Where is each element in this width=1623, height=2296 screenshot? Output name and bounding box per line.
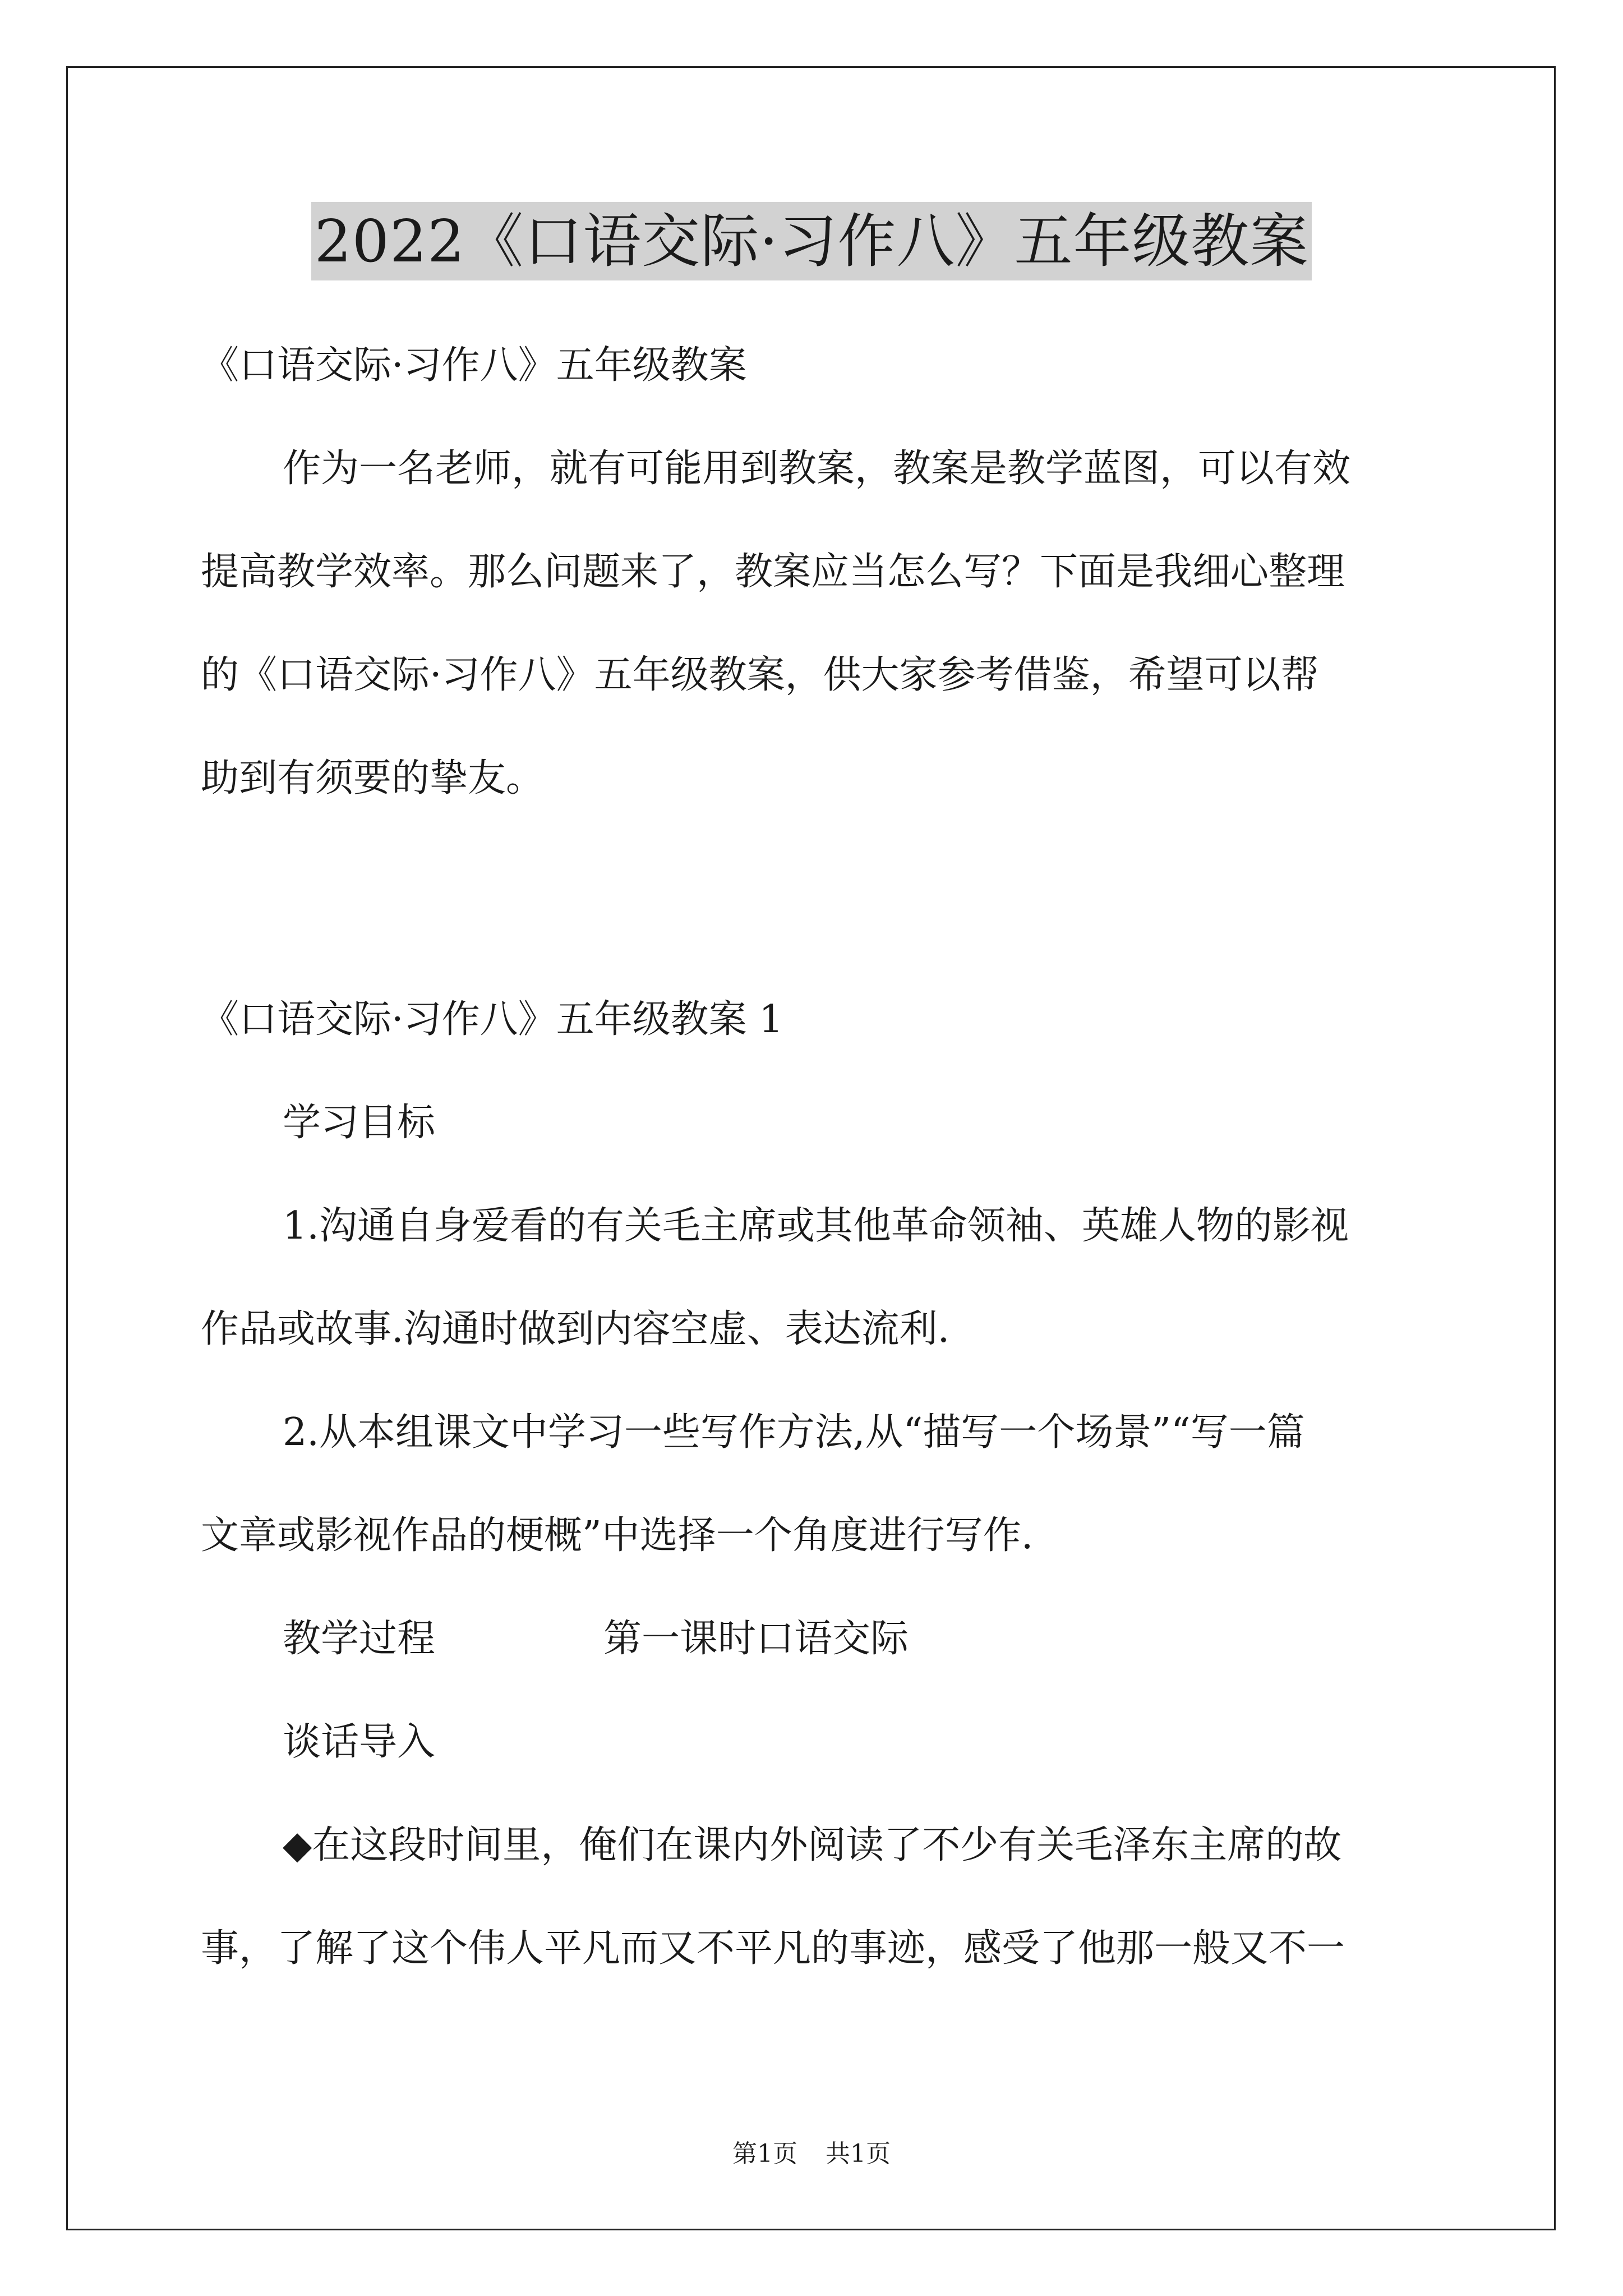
process-line-text	[201, 1588, 1429, 1691]
objective-line: 作品或故事.沟通时做到内容空虚、表达流利.	[201, 1307, 950, 1351]
document-title: 2022《口语交际·习作八》五年级教案	[311, 202, 1312, 280]
intro-line: 提高教学效率。那么问题来了，教案应当怎么写？下面是我细心整理	[201, 550, 1345, 594]
page-total: 共1页	[826, 2139, 891, 2168]
section-heading-text: 《口语交际·习作八》五年级教案 1	[201, 997, 783, 1042]
intro-paragraph	[201, 417, 1429, 830]
intro-talk-heading-text: 谈话导入	[283, 1720, 436, 1764]
section-heading	[201, 968, 1429, 1071]
intro-line: 助到有须要的挚友。	[201, 756, 545, 800]
process-label: 教学过程	[283, 1617, 436, 1661]
objective-1	[201, 1175, 1429, 1381]
lesson-label: 第一课时口语交际	[603, 1617, 909, 1661]
page-number: 第1页	[732, 2139, 797, 2168]
title-container	[0, 202, 1623, 280]
objectives-heading-text: 学习目标	[283, 1101, 436, 1145]
subtitle-text: 《口语交际·习作八》五年级教案	[201, 343, 747, 388]
objectives-heading	[201, 1071, 1429, 1175]
objective-line: 文章或影视作品的梗概”中选择一个角度进行写作.	[201, 1513, 1034, 1558]
process-line	[201, 1588, 1429, 1691]
objective-2	[201, 1381, 1429, 1588]
intro-line: 作为一名老师，就有可能用到教案，教案是教学蓝图，可以有效	[283, 447, 1351, 491]
page-footer	[0, 2137, 1623, 2171]
intro-line: 的《口语交际·习作八》五年级教案，供大家参考借鉴，希望可以帮	[201, 653, 1319, 697]
objective-line: 2.从本组课文中学习一些写作方法,从“描写一个场景”“写一篇	[283, 1410, 1305, 1455]
body-line: 事，了解了这个伟人平凡而又不平凡的事迹，感受了他那一般又不一	[201, 1926, 1345, 1971]
objective-line: 1.沟通自身爱看的有关毛主席或其他革命领袖、英雄人物的影视	[283, 1204, 1349, 1248]
subtitle	[201, 314, 1429, 417]
body-line: ◆在这段时间里，俺们在课内外阅读了不少有关毛泽东主席的故	[283, 1823, 1342, 1867]
body-paragraph	[201, 1794, 1429, 2000]
intro-talk-heading	[201, 1691, 1429, 1794]
